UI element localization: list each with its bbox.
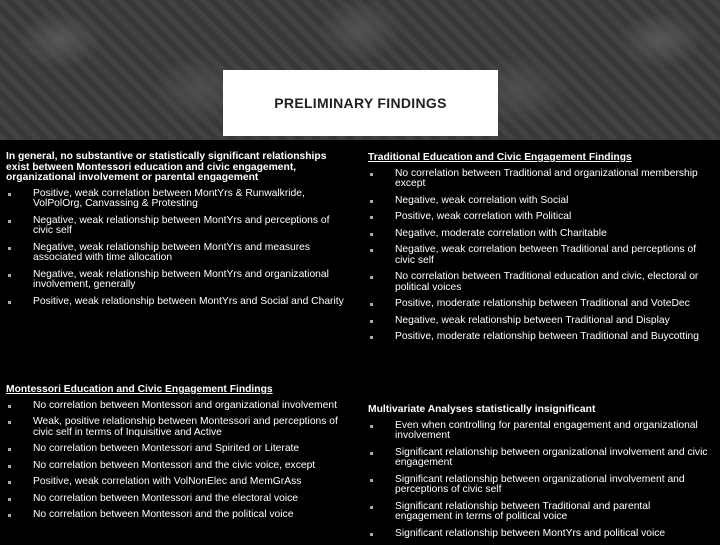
list-item: Weak, positive relationship between Montessori and perceptions of civic self in terms of Inquisitive and Active	[6, 417, 351, 438]
list-item: No correlation between Montessori and the political voice	[6, 510, 351, 521]
list-item: Positive, weak correlation between MontYrs & Runwalkride, VolPolOrg, Canvassing & Protesting	[6, 189, 351, 210]
list-item: No correlation between Montessori and Spirited or Literate	[6, 444, 351, 455]
list-item: Negative, moderate correlation with Charitable	[368, 229, 708, 240]
list-item: Positive, weak correlation with VolNonElec and MemGrAss	[6, 477, 351, 488]
multivariate-heading: Multivariate Analyses statistically insignificant	[368, 404, 596, 415]
traditional-list	[368, 169, 708, 343]
general-findings-block	[6, 152, 351, 313]
list-item: Even when controlling for parental engagement and organizational involvement	[368, 421, 708, 442]
list-item: Significant relationship between Traditional and parental engagement in terms of political voice	[368, 502, 708, 523]
multivariate-findings-block	[368, 405, 708, 545]
list-item: No correlation between Montessori and the civic voice, except	[6, 461, 351, 472]
list-item: Positive, moderate relationship between Traditional and VoteDec	[368, 299, 708, 310]
list-item: Negative, weak relationship between MontYrs and perceptions of civic self	[6, 216, 351, 237]
list-item: No correlation between Montessori and the electoral voice	[6, 494, 351, 505]
list-item: Negative, weak correlation with Social	[368, 196, 708, 207]
list-item: Negative, weak relationship between MontYrs and measures associated with time allocation	[6, 243, 351, 264]
list-item: Negative, weak relationship between MontYrs and organizational involvement, generally	[6, 270, 351, 291]
montessori-list	[6, 401, 351, 521]
list-item: Significant relationship between organizational involvement and perceptions of civic self	[368, 475, 708, 496]
list-item: No correlation between Traditional education and civic, electoral or political voices	[368, 272, 708, 293]
list-item: Significant relationship between MontYrs and political voice	[368, 529, 708, 540]
list-item: Positive, moderate relationship between Traditional and Buycotting	[368, 332, 708, 343]
general-heading: In general, no substantive or statistically significant relationships exist between Montessori education and civic engagement, organizational involvement or parental engagement	[6, 151, 327, 183]
list-item: Positive, weak correlation with Political	[368, 212, 708, 223]
list-item: No correlation between Montessori and organizational involvement	[6, 401, 351, 412]
traditional-findings-block	[368, 153, 708, 349]
list-item: Positive, weak relationship between MontYrs and Social and Charity	[6, 297, 351, 308]
montessori-findings-block	[6, 385, 351, 527]
page-title: PRELIMINARY FINDINGS	[274, 95, 447, 111]
traditional-heading: Traditional Education and Civic Engagement Findings	[368, 152, 632, 163]
montessori-heading: Montessori Education and Civic Engagement Findings	[6, 384, 273, 395]
list-item: Negative, weak correlation between Traditional and perceptions of civic self	[368, 245, 708, 266]
list-item: Significant relationship between organizational involvement and civic engagement	[368, 448, 708, 469]
multivariate-list	[368, 421, 708, 540]
list-item: Negative, weak relationship between Traditional and Display	[368, 316, 708, 327]
general-list	[6, 189, 351, 308]
title-box	[223, 70, 498, 136]
list-item: No correlation between Traditional and organizational membership except	[368, 169, 708, 190]
